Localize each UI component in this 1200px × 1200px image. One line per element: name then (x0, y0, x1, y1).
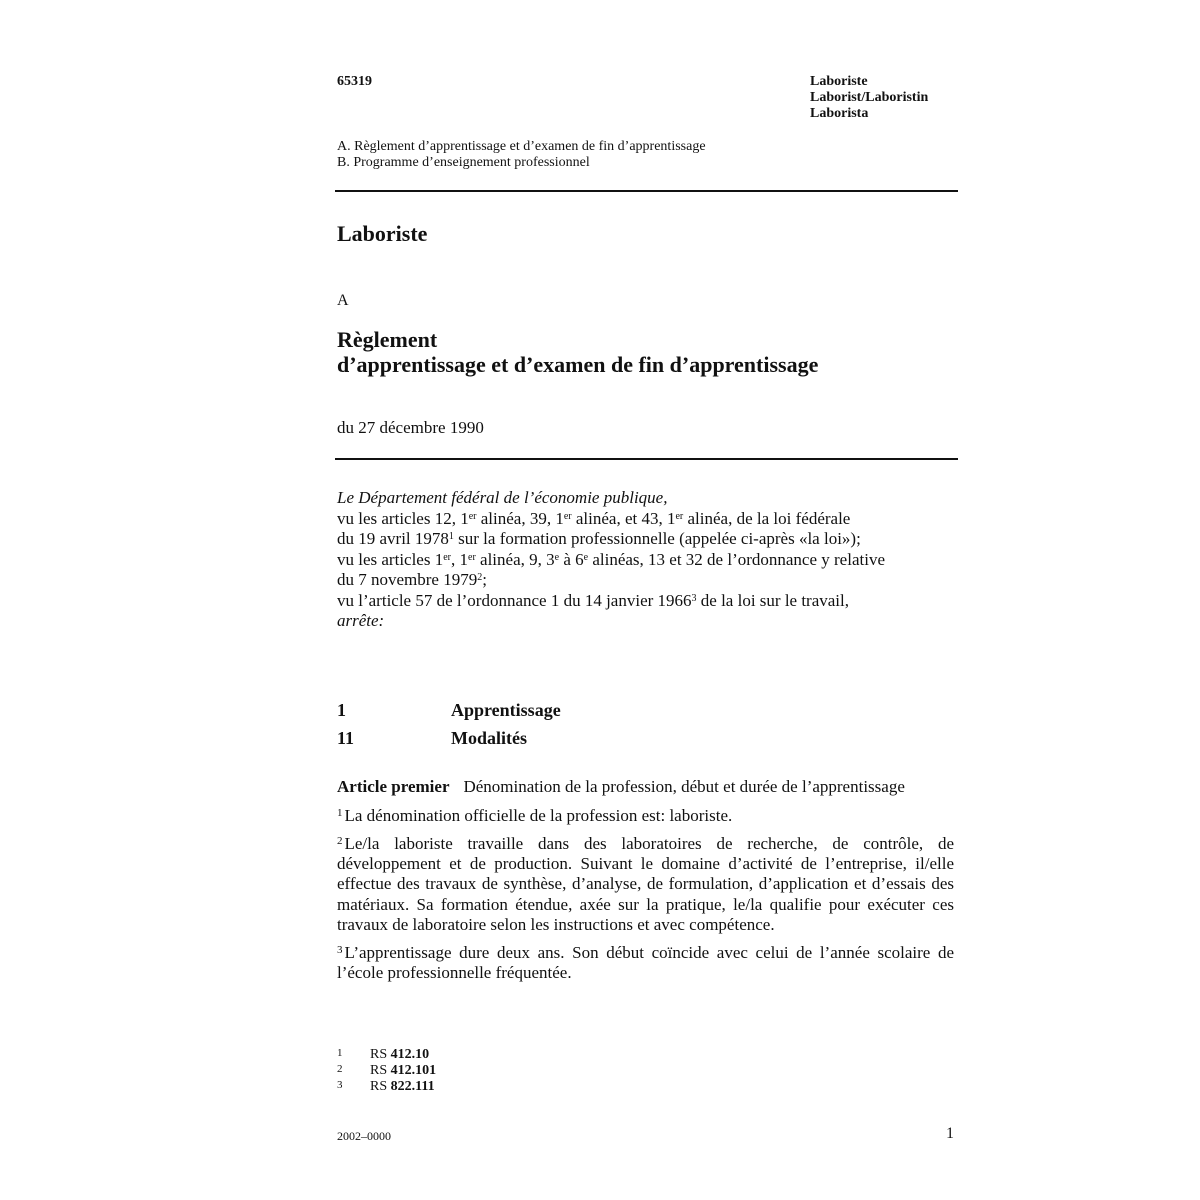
paragraph-number: 1 (337, 807, 343, 819)
part-letter: A (337, 292, 349, 309)
article-subject: Dénomination de la profession, début et durée de l’apprentissage (463, 777, 905, 796)
footnote-3: 3 RS 822.111 (337, 1079, 435, 1094)
paragraph-number: 2 (337, 835, 343, 847)
paragraph-number: 3 (337, 944, 343, 956)
document-title: Laboriste (337, 221, 428, 246)
article-paragraph-1: $^1$ La dénomination officielle de la profession est: laboriste. (337, 806, 733, 825)
section-number-11: 11 (337, 728, 355, 748)
regulation-title-line1: Règlement (337, 327, 438, 352)
profession-titles (810, 74, 928, 122)
page-number: 1 (946, 1125, 954, 1142)
preamble-line-3: vu les articles 1er, 1er alinéa, 9, 3e à 6e alinéas, 13 et 32 de l’ordonnance y relative (337, 549, 885, 569)
preamble-line-1: vu les articles 12, 1er alinéa, 39, 1er alinéa, et 43, 1er alinéa, de la loi fédérale (337, 508, 851, 528)
footnote-ref-2[interactable]: 2 (477, 572, 483, 583)
footnote-2: 2 RS 412.101 (337, 1063, 437, 1078)
regulation-date: du 27 décembre 1990 (337, 418, 484, 437)
document-number: 2002–0000 (337, 1129, 391, 1143)
preamble (337, 488, 957, 632)
article-paragraph-2: $^2$ Le/la laboriste travaille dans des laboratoires de recherche, de contrôle, de développement et de production. Suivant le domaine d’activité de l’entreprise, il/elle effectue des travaux de synthèse, d’analyse, de formulation, d’application et d’essais des matériaux. Sa formation étendue, axée sur la pratique, le/la qualifie pour exécuter ces travaux de laboratoire selon les instructions et avec compétence. (337, 834, 954, 934)
contents-list (337, 139, 706, 171)
contents-item-b: B. Programme d’enseignement professionnel (337, 155, 590, 170)
preamble-line-5: vu l’article 57 de l’ordonnance 1 du 14 janvier 1966$^3$ de la loi sur le travail, (337, 590, 850, 610)
preamble-line-4: du 7 novembre 1979$^2$; (337, 570, 487, 589)
footnotes (337, 1047, 436, 1095)
section-number-1: 1 (337, 700, 346, 720)
title-de: Laborist/Laboristin (810, 90, 929, 105)
footnote-ref-3[interactable]: 3 (691, 592, 697, 604)
preamble-line-2: du 19 avril 1978$^1$ sur la formation professionnelle (appelée ci-après «la loi»); (337, 529, 861, 548)
preamble-authority: Le Département fédéral de l’économie publique, (337, 488, 668, 507)
footnote-1: 1 RS 412.10 (337, 1047, 430, 1062)
section-title-1: Apprentissage (451, 700, 561, 720)
title-fr: Laboriste (810, 74, 868, 89)
regulation-title (337, 327, 818, 377)
footnote-ref-1[interactable]: 1 (448, 531, 454, 542)
divider-top (335, 190, 958, 192)
title-it: Laborista (810, 106, 869, 121)
regulation-title-line2: d’apprentissage et d’examen de fin d’apprentissage (337, 352, 819, 377)
contents-item-a: A. Règlement d’apprentissage et d’examen de fin d’apprentissage (337, 139, 706, 154)
article-paragraph-3: $^3$ L’apprentissage dure deux ans. Son début coïncide avec celui de l’année scolaire de l’école professionnelle fréquentée. (337, 943, 954, 983)
document-code: 65319 (337, 74, 372, 89)
article-heading (337, 777, 905, 797)
divider-mid (335, 458, 958, 460)
section-title-11: Modalités (451, 728, 527, 748)
article-label: Article premier (337, 777, 450, 796)
preamble-decree: arrête: (337, 611, 385, 630)
